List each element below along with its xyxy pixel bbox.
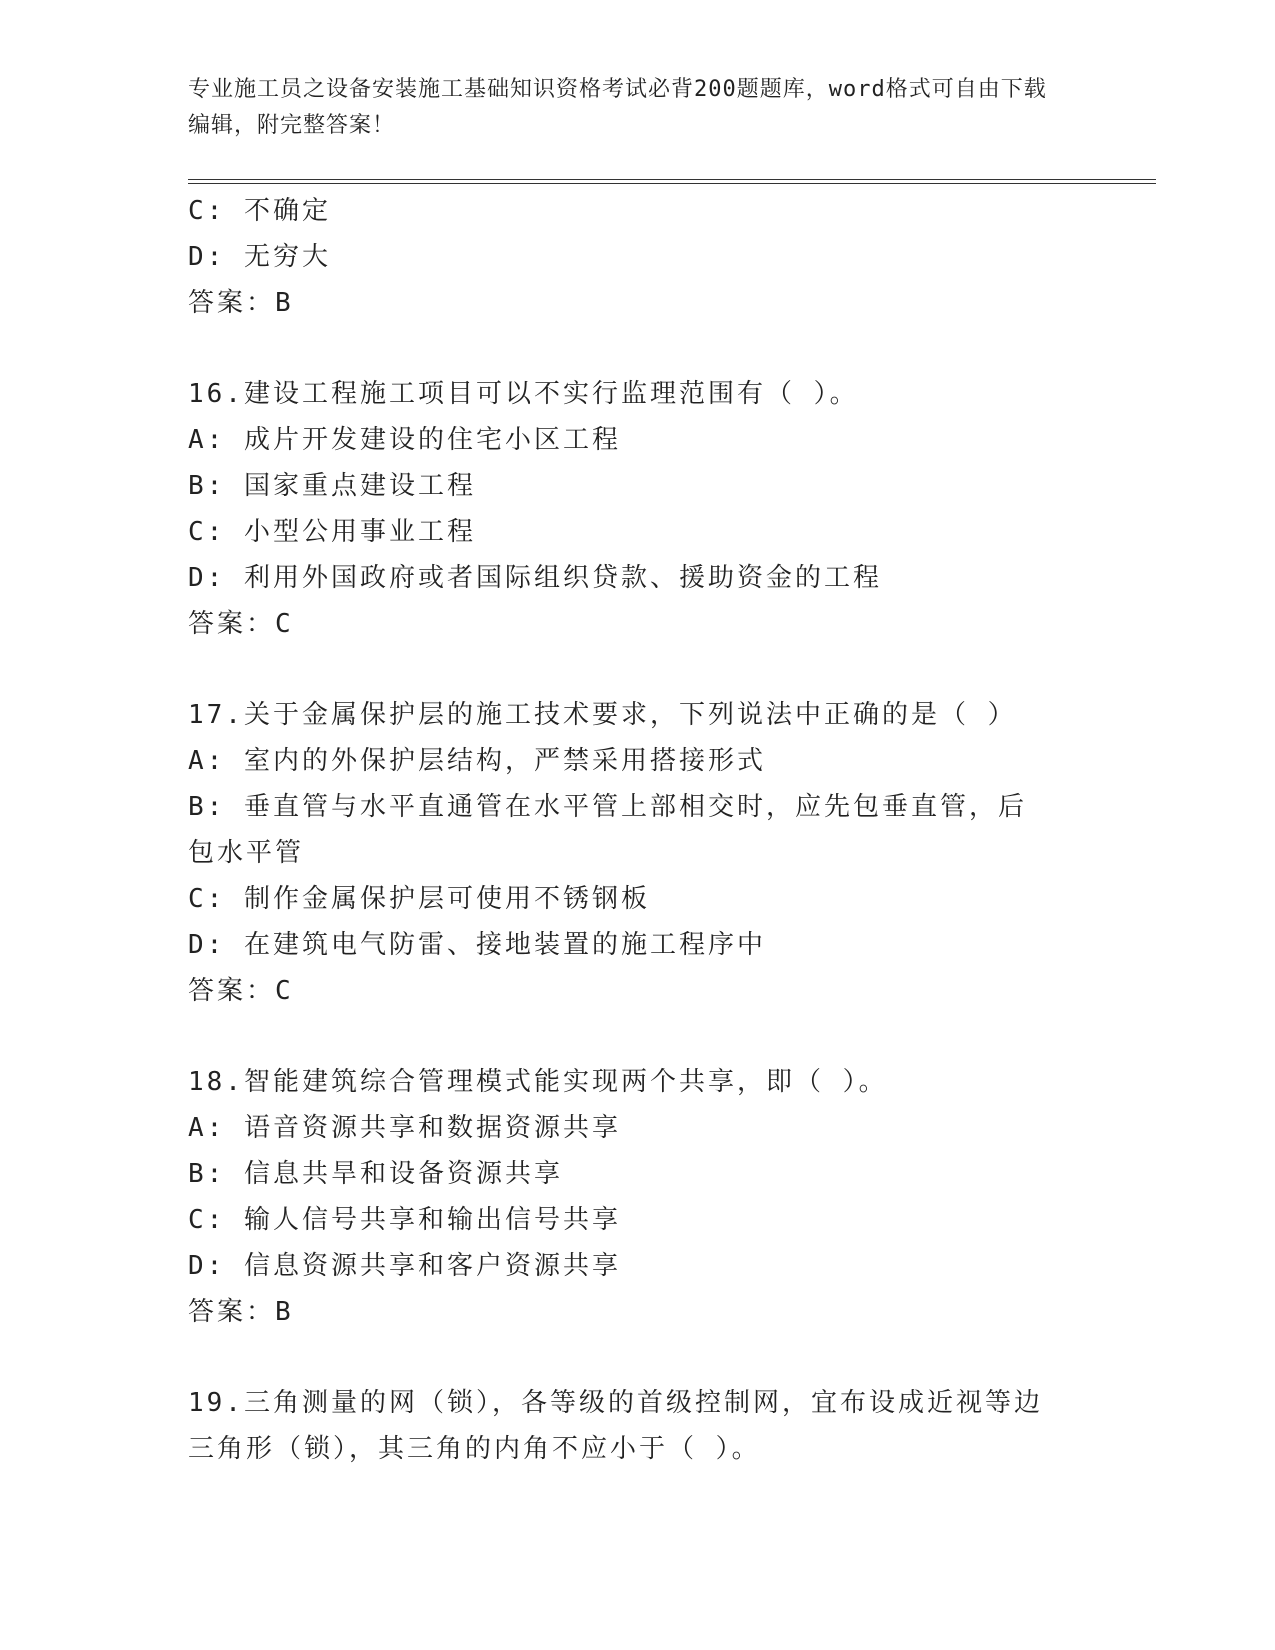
question-stem: 19.三角测量的网（锁），各等级的首级控制网，宜布设成近视等边三角形（锁），其三角的内角不应小于（ ）。 — [188, 1388, 1043, 1464]
spacer — [188, 1335, 1088, 1380]
question-stem: 16.建设工程施工项目可以不实行监理范围有（ ）。 — [188, 379, 859, 409]
question-list — [188, 188, 1088, 1472]
question-stem: 18.智能建筑综合管理模式能实现两个共享，即（ ）。 — [188, 1067, 888, 1097]
option-d: D: 信息资源共享和客户资源共享 — [188, 1251, 621, 1281]
option-c: C: 制作金属保护层可使用不锈钢板 — [188, 884, 650, 914]
option-a: A: 室内的外保护层结构，严禁采用搭接形式 — [188, 746, 766, 776]
header-divider-top — [188, 179, 1156, 180]
option-d: D: 利用外国政府或者国际组织贷款、援助资金的工程 — [188, 563, 882, 593]
spacer — [188, 647, 1088, 692]
header-divider-bottom — [188, 183, 1156, 184]
option-b: B: 信息共旱和设备资源共享 — [188, 1159, 563, 1189]
answer-line: 答案：B — [188, 288, 294, 318]
option-a: A: 语音资源共享和数据资源共享 — [188, 1113, 621, 1143]
option-b: B: 国家重点建设工程 — [188, 471, 476, 501]
previous-question-tail — [188, 188, 1088, 326]
question-16 — [188, 371, 1088, 647]
answer-line: 答案：C — [188, 609, 294, 639]
question-19 — [188, 1380, 1088, 1472]
spacer — [188, 326, 1088, 371]
document-header: 专业施工员之设备安装施工基础知识资格考试必背200题题库，word格式可自由下载编辑，附完整答案！ — [188, 77, 1047, 138]
option-d: D: 无穷大 — [188, 242, 331, 272]
option-c: C: 输人信号共享和输出信号共享 — [188, 1205, 621, 1235]
question-17 — [188, 692, 1088, 1014]
option-d: D: 在建筑电气防雷、接地装置的施工程序中 — [188, 930, 766, 960]
answer-line: 答案：C — [188, 976, 294, 1006]
question-18 — [188, 1059, 1088, 1335]
option-a: A: 成片开发建设的住宅小区工程 — [188, 425, 621, 455]
option-c: C: 小型公用事业工程 — [188, 517, 476, 547]
answer-line: 答案：B — [188, 1297, 294, 1327]
question-stem: 17.关于金属保护层的施工技术要求，下列说法中正确的是（ ） — [188, 700, 1017, 730]
spacer — [188, 1014, 1088, 1059]
option-b: B: 垂直管与水平直通管在水平管上部相交时，应先包垂直管，后包水平管 — [188, 792, 1027, 868]
option-c: C: 不确定 — [188, 196, 331, 226]
